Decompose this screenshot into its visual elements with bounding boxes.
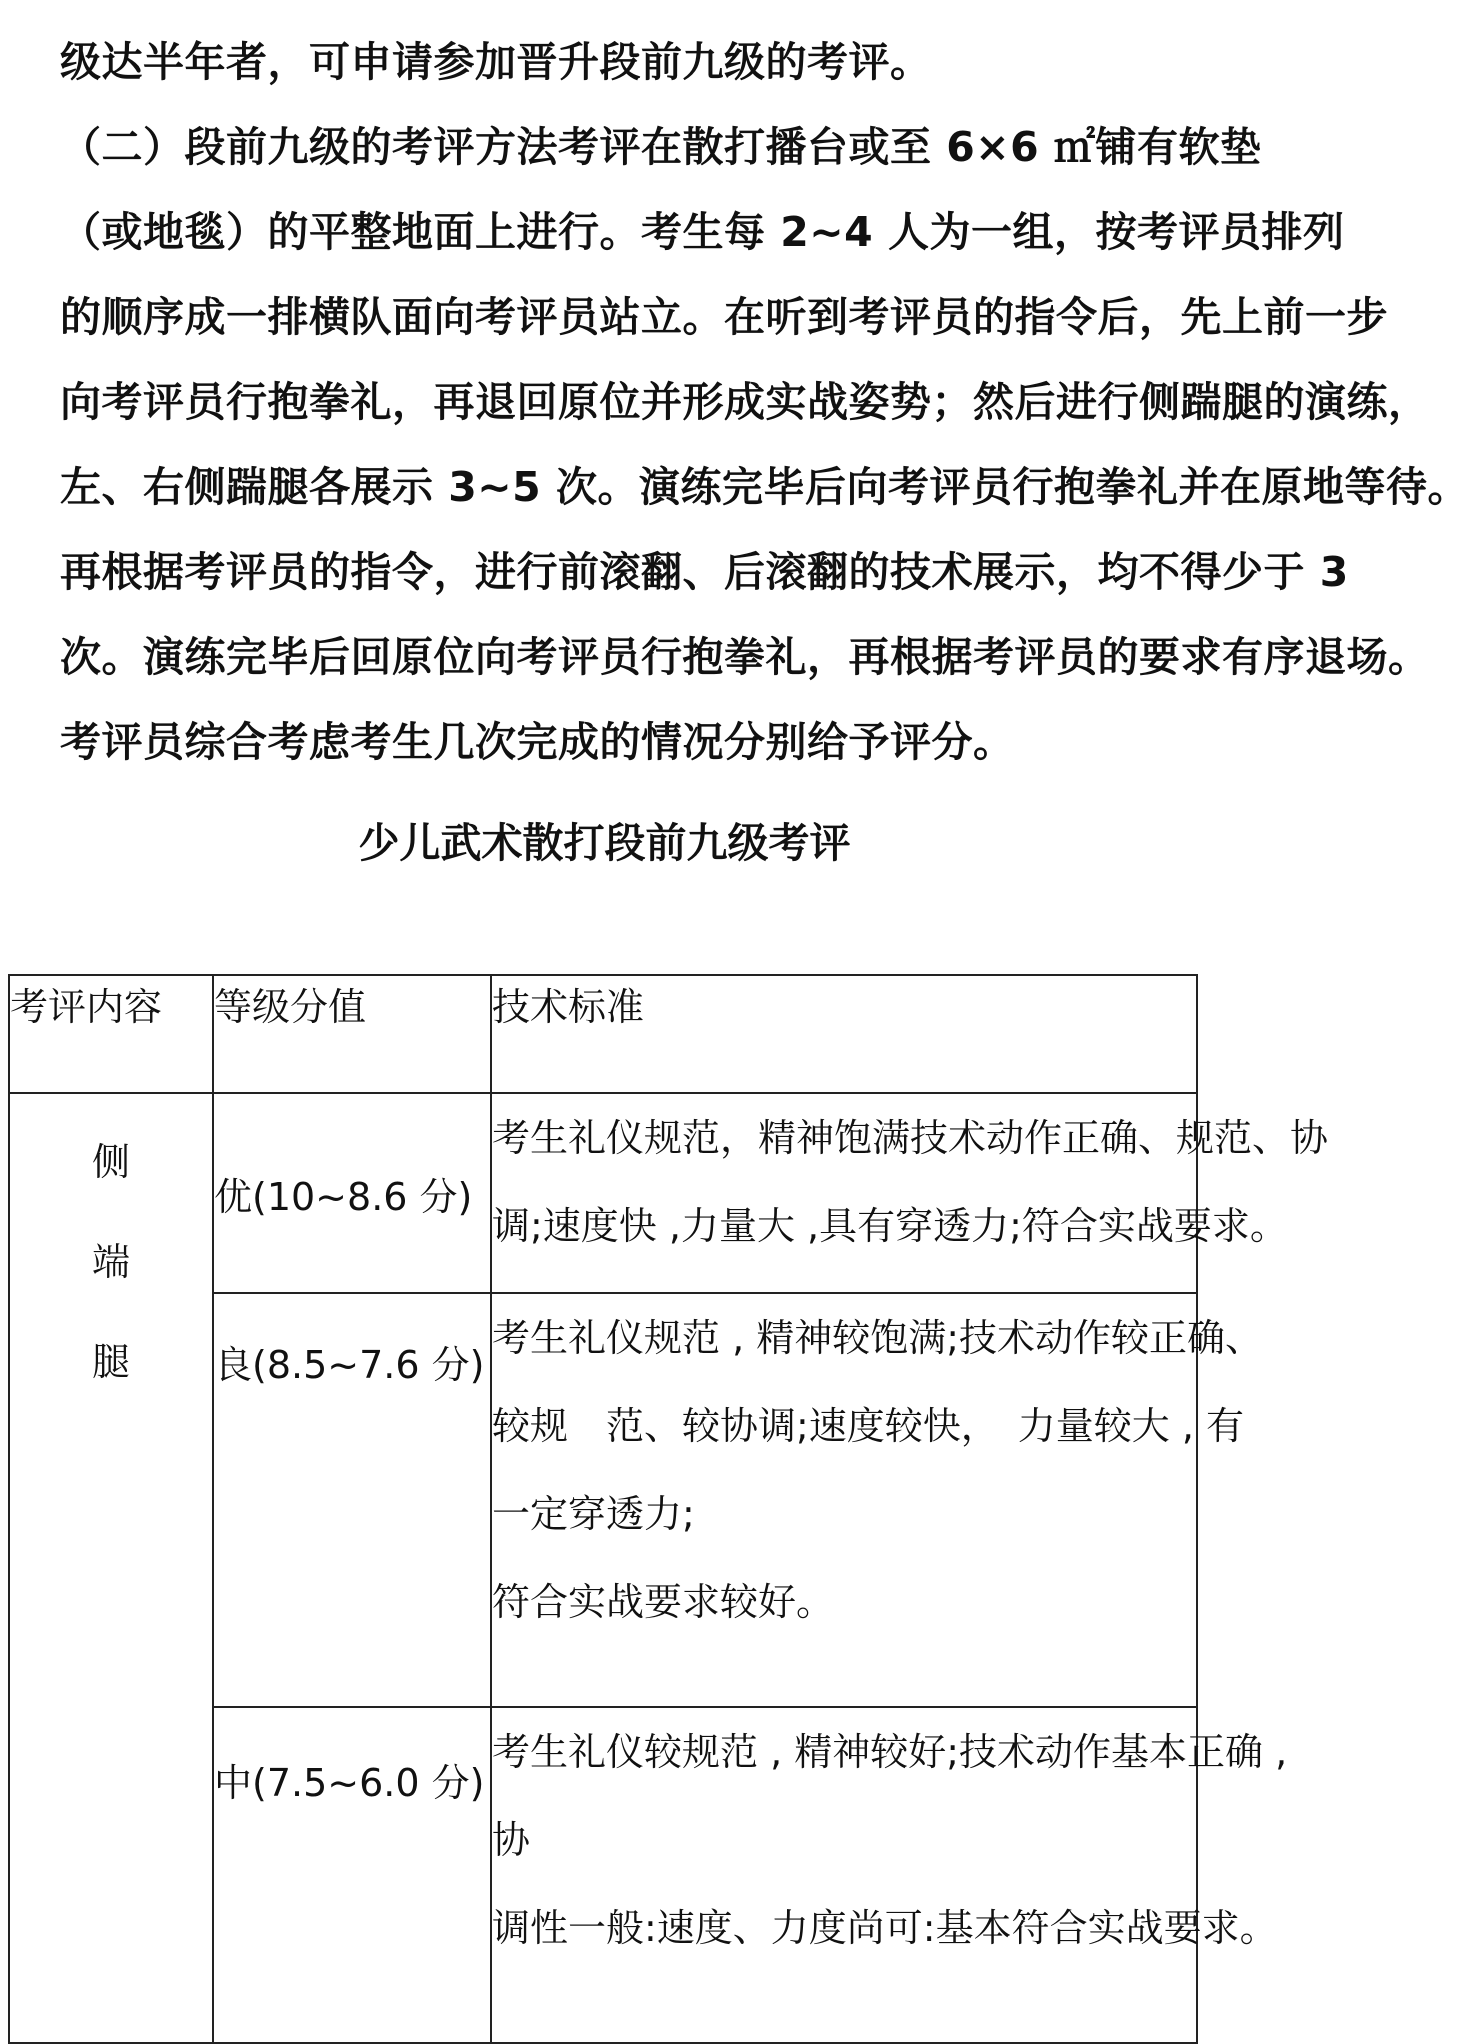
standard-line: 较规 范、较协调;速度较快， 力量较大 , 有 xyxy=(492,1404,1245,1448)
standard-line: 调;速度快 ,力量大 ,具有穿透力;符合实战要求。 xyxy=(492,1204,1288,1248)
paragraph-line: 的顺序成一排横队面向考评员站立。在听到考评员的指令后，先上前一步 xyxy=(60,293,1388,341)
category-char: 腿 xyxy=(91,1340,130,1384)
paragraph-line: 左、右侧踹腿各展示 3~5 次。演练完毕后向考评员行抱拳礼并在原地等待。 xyxy=(60,463,1469,511)
standard-cell xyxy=(491,1093,1329,1293)
standard-line: 调性一般:速度、力度尚可:基本符合实战要求。 xyxy=(492,1906,1278,1950)
paragraph-line: （二）段前九级的考评方法考评在散打播台或至 6×6 ㎡铺有软垫 xyxy=(60,123,1262,171)
standard-line: 符合实战要求较好。 xyxy=(492,1580,835,1624)
table-title: 少儿武术散打段前九级考评 xyxy=(358,819,851,867)
header-cell: 考评内容 xyxy=(9,975,213,1093)
standard-line: 一定穿透力; xyxy=(492,1492,695,1536)
paragraph-line: （或地毯）的平整地面上进行。考生每 2~4 人为一组，按考评员排列 xyxy=(60,208,1345,256)
category-cell xyxy=(9,1093,213,2043)
paragraph-line: 级达半年者，可申请参加晋升段前九级的考评。 xyxy=(60,38,932,86)
level-cell: 中(7.5~6.0 分) xyxy=(213,1707,491,2043)
category-char: 端 xyxy=(91,1240,130,1284)
paragraph-line: 考评员综合考虑考生几次完成的情况分别给予评分。 xyxy=(60,718,1015,766)
standard-line: 协 xyxy=(492,1818,531,1862)
standard-line: 考生礼仪规范，精神饱满技术动作正确、规范、协 xyxy=(492,1116,1329,1160)
grading-table xyxy=(8,974,1329,2044)
paragraph-line: 再根据考评员的指令，进行前滚翻、后滚翻的技术展示，均不得少于 3 xyxy=(60,548,1349,596)
table-row xyxy=(9,1093,1197,1293)
header-cell: 等级分值 xyxy=(213,975,491,1093)
standard-cell xyxy=(491,1707,1288,2043)
standard-line: 考生礼仪较规范 , 精神较好;技术动作基本正确 , xyxy=(492,1730,1288,1774)
level-cell: 良(8.5~7.6 分) xyxy=(213,1293,491,1707)
table-header-row xyxy=(9,975,1197,1093)
category-char: 侧 xyxy=(91,1140,130,1184)
header-cell: 技术标准 xyxy=(491,975,1197,1093)
paragraph-line: 次。演练完毕后回原位向考评员行抱拳礼，再根据考评员的要求有序退场。 xyxy=(60,633,1430,681)
standard-cell xyxy=(491,1293,1264,1707)
paragraph-line: 向考评员行抱拳礼，再退回原位并形成实战姿势；然后进行侧踹腿的演练， xyxy=(60,378,1430,426)
level-cell: 优(10~8.6 分) xyxy=(213,1093,491,1293)
standard-line: 考生礼仪规范 , 精神较饱满;技术动作较正确、 xyxy=(492,1316,1264,1360)
